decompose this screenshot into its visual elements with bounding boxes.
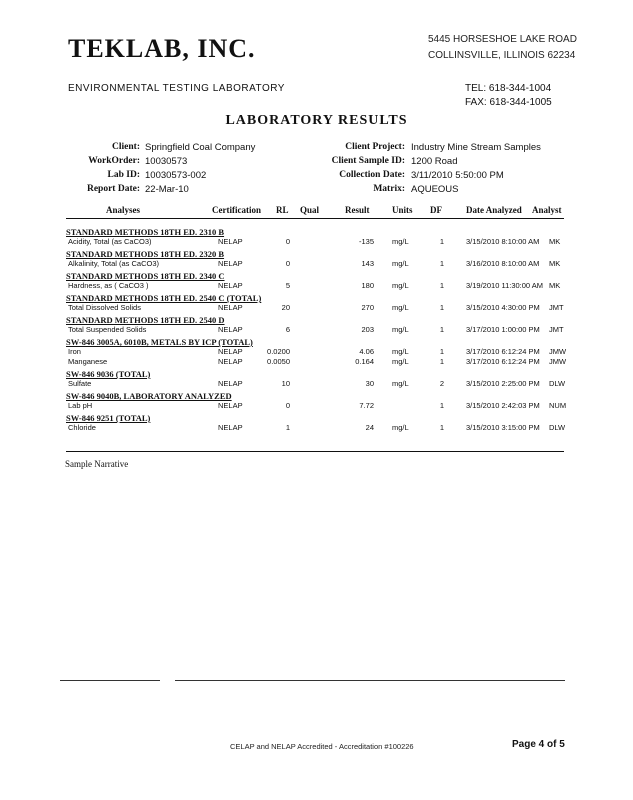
units-cell: mg/L	[392, 357, 409, 366]
labid-value: 10030573-002	[145, 170, 207, 181]
client-label: Client:	[112, 142, 140, 152]
method-heading: STANDARD METHODS 18TH ED. 2340 C	[66, 271, 225, 281]
labid-label: Lab ID:	[107, 170, 140, 180]
col-rl: RL	[276, 205, 289, 215]
signature-line-right	[175, 680, 565, 681]
matrix-value: AQUEOUS	[411, 184, 459, 195]
col-date-analyzed: Date Analyzed	[466, 205, 522, 215]
result-cell: 24	[365, 423, 374, 432]
df-cell: 2	[439, 379, 444, 388]
date-analyzed-cell: 3/15/2010 8:10:00 AM	[466, 237, 540, 246]
units-cell: mg/L	[392, 237, 409, 246]
result-cell: 0.164	[355, 357, 374, 366]
date-analyzed-cell: 3/17/2010 1:00:00 PM	[466, 325, 540, 334]
date-analyzed-cell: 3/17/2010 6:12:24 PM	[466, 357, 540, 366]
rl-cell: 20	[281, 303, 290, 312]
date-analyzed-cell: 3/19/2010 11:30:00 AM	[466, 281, 544, 290]
company-address-line1: 5445 HORSESHOE LAKE ROAD	[428, 34, 577, 45]
certification-cell: NELAP	[218, 401, 243, 410]
analysis-cell: Alkalinity, Total (as CaCO3)	[68, 259, 160, 268]
certification-cell: NELAP	[218, 379, 243, 388]
result-cell: 180	[361, 281, 374, 290]
certification-cell: NELAP	[218, 423, 243, 432]
col-analyst: Analyst	[532, 205, 562, 215]
accreditation-note: CELAP and NELAP Accredited - Accreditation #100226	[230, 742, 414, 751]
units-cell: mg/L	[392, 259, 409, 268]
result-cell: 4.06	[359, 347, 374, 356]
analyst-cell: DLW	[549, 423, 566, 432]
reportdate-value: 22-Mar-10	[145, 184, 189, 195]
method-heading: STANDARD METHODS 18TH ED. 2540 C (TOTAL)	[66, 293, 262, 303]
sample-narrative-label: Sample Narrative	[65, 459, 129, 469]
df-cell: 1	[439, 325, 444, 334]
signature-line-left	[60, 680, 160, 681]
date-analyzed-cell: 3/16/2010 8:10:00 AM	[466, 259, 540, 268]
units-cell: mg/L	[392, 347, 409, 356]
rl-cell: 1	[285, 423, 290, 432]
col-result: Result	[345, 205, 370, 215]
date-analyzed-cell: 3/15/2010 3:15:00 PM	[466, 423, 540, 432]
col-df: DF	[430, 205, 442, 215]
certification-cell: NELAP	[218, 237, 243, 246]
sampleid-value: 1200 Road	[411, 156, 458, 167]
rl-cell: 10	[281, 379, 290, 388]
company-subtitle: ENVIRONMENTAL TESTING LABORATORY	[68, 83, 285, 94]
company-address-line2: COLLINSVILLE, ILLINOIS 62234	[428, 50, 576, 61]
date-analyzed-cell: 3/15/2010 2:42:03 PM	[466, 401, 540, 410]
df-cell: 1	[439, 237, 444, 246]
date-analyzed-cell: 3/15/2010 2:25:00 PM	[466, 379, 540, 388]
method-heading: STANDARD METHODS 18TH ED. 2320 B	[66, 249, 225, 259]
date-analyzed-cell: 3/15/2010 4:30:00 PM	[466, 303, 540, 312]
rl-cell: 5	[285, 281, 290, 290]
df-cell: 1	[439, 259, 444, 268]
certification-cell: NELAP	[218, 325, 243, 334]
certification-cell: NELAP	[218, 357, 243, 366]
certification-cell: NELAP	[218, 303, 243, 312]
units-cell: mg/L	[392, 303, 409, 312]
method-heading: SW-846 9036 (TOTAL)	[66, 369, 151, 379]
collection-label: Collection Date:	[339, 170, 405, 180]
method-heading: SW-846 9040B, LABORATORY ANALYZED	[66, 391, 232, 401]
analyst-cell: MK	[549, 281, 561, 290]
collection-value: 3/11/2010 5:50:00 PM	[411, 170, 504, 181]
client-value: Springfield Coal Company	[145, 142, 256, 153]
analysis-cell: Lab pH	[68, 401, 93, 410]
method-heading: STANDARD METHODS 18TH ED. 2310 B	[66, 227, 225, 237]
certification-cell: NELAP	[218, 259, 243, 268]
analyst-cell: JMT	[549, 303, 564, 312]
rl-cell: 0.0050	[267, 357, 290, 366]
rl-cell: 0	[285, 237, 290, 246]
result-cell: 30	[365, 379, 374, 388]
df-cell: 1	[439, 357, 444, 366]
col-analyses: Analyses	[106, 205, 141, 215]
method-heading: SW-846 9251 (TOTAL)	[66, 413, 151, 423]
units-cell: mg/L	[392, 281, 409, 290]
workorder-label: WorkOrder:	[88, 156, 140, 166]
df-cell: 1	[439, 347, 444, 356]
analysis-cell: Manganese	[68, 357, 108, 366]
analyst-cell: JMT	[549, 325, 564, 334]
units-cell: mg/L	[392, 325, 409, 334]
analysis-cell: Sulfate	[68, 379, 92, 388]
analysis-cell: Acidity, Total (as CaCO3)	[68, 237, 152, 246]
reportdate-label: Report Date:	[86, 184, 140, 194]
workorder-value: 10030573	[145, 156, 188, 167]
analyst-cell: MK	[549, 259, 561, 268]
rl-cell: 0.0200	[267, 347, 290, 356]
date-analyzed-cell: 3/17/2010 6:12:24 PM	[466, 347, 540, 356]
company-fax: FAX: 618-344-1005	[465, 97, 552, 108]
analysis-cell: Hardness, as ( CaCO3 )	[68, 281, 149, 290]
sampleid-label: Client Sample ID:	[331, 156, 405, 166]
company-tel: TEL: 618-344-1004	[465, 83, 552, 94]
col-certification: Certification	[212, 205, 261, 215]
analyst-cell: JMW	[549, 347, 567, 356]
analysis-cell: Chloride	[68, 423, 96, 432]
units-cell: mg/L	[392, 423, 409, 432]
header-rule	[66, 218, 564, 219]
result-cell: 7.72	[359, 401, 374, 410]
project-label: Client Project:	[345, 142, 405, 152]
analysis-cell: Total Suspended Solids	[68, 325, 147, 334]
analysis-cell: Iron	[68, 347, 81, 356]
certification-cell: NELAP	[218, 281, 243, 290]
analyst-cell: MK	[549, 237, 561, 246]
col-qual: Qual	[300, 205, 320, 215]
matrix-label: Matrix:	[373, 184, 405, 194]
df-cell: 1	[439, 303, 444, 312]
method-heading: SW-846 3005A, 6010B, METALS BY ICP (TOTAL)	[66, 337, 253, 347]
rl-cell: 6	[285, 325, 290, 334]
analyst-cell: DLW	[549, 379, 566, 388]
report-title: LABORATORY RESULTS	[225, 113, 408, 128]
result-cell: -135	[358, 237, 374, 246]
df-cell: 1	[439, 401, 444, 410]
analyst-cell: JMW	[549, 357, 567, 366]
project-value: Industry Mine Stream Samples	[411, 142, 541, 153]
units-cell: mg/L	[392, 379, 409, 388]
df-cell: 1	[439, 423, 444, 432]
rl-cell: 0	[285, 259, 290, 268]
result-cell: 143	[361, 259, 374, 268]
result-cell: 203	[361, 325, 374, 334]
table-bottom-rule	[66, 451, 564, 452]
result-cell: 270	[361, 303, 374, 312]
page-number: Page 4 of 5	[512, 739, 565, 750]
df-cell: 1	[439, 281, 444, 290]
certification-cell: NELAP	[218, 347, 243, 356]
company-logo: TEKLAB, INC.	[68, 34, 256, 63]
analyst-cell: NUM	[549, 401, 567, 410]
rl-cell: 0	[285, 401, 290, 410]
col-units: Units	[392, 205, 413, 215]
method-heading: STANDARD METHODS 18TH ED. 2540 D	[66, 315, 225, 325]
analysis-cell: Total Dissolved Solids	[68, 303, 141, 312]
